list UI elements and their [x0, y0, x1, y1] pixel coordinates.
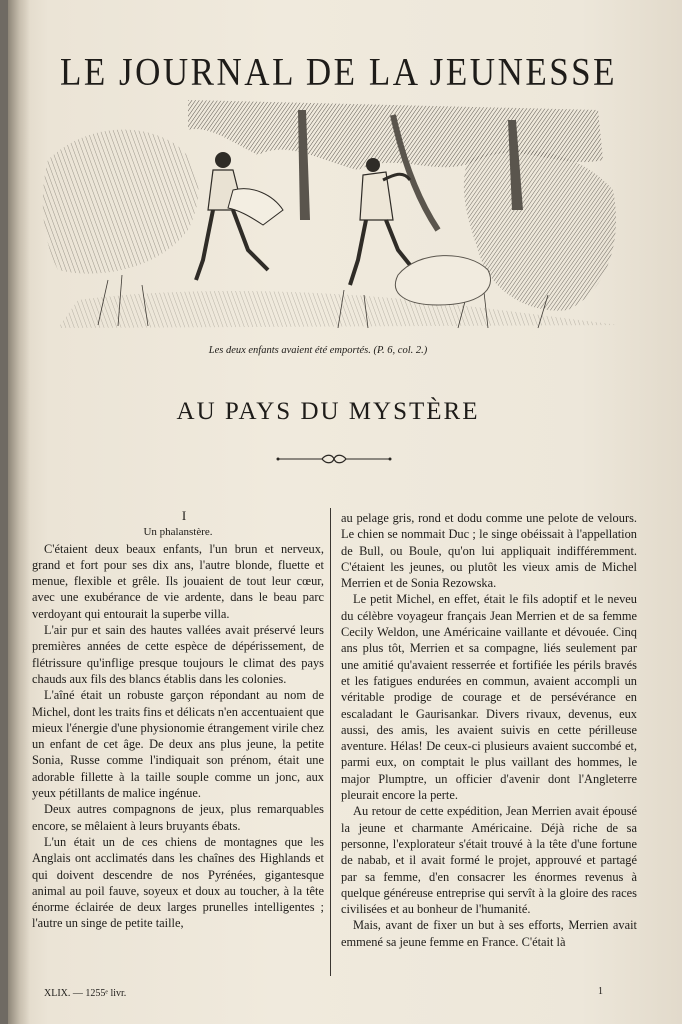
paragraph: Deux autres compagnons de jeux, plus remarquables encore, se mêlaient à leurs bruyants ébats. — [32, 802, 324, 833]
left-column — [32, 508, 324, 932]
paragraph: au pelage gris, rond et dodu comme une pelote de velours. Le chien se nommait Duc ; le singe obéissait à l'appellation de Bull, ou Boule, qu'on lui appliquait indifféremment. C'étaient les jeunes, ou plutôt les vieux amis de Michel Merrien et de Sonia Rezowska. — [341, 511, 637, 591]
paragraph: Le petit Michel, en effet, était le fils adoptif et le neveu du célèbre voyageur français Jean Merrien et de sa femme Cecily Weldon, une Américaine vaillante et dévouée. Cinq ans plus tôt, Merrien et sa compagne, liés seulement par une amitié qu'avaient resserrée et fortifiée les périls bravés et les fatigues endurées en commun, avaient accompli un véritable prodige de courage et de persévérance en escaladant le Gaurisankar. Divers rivaux, devenus, eux aussi, des amis, les avaient suivis en cette périlleuse aventure. Hélas! De ceux-ci plusieurs avaient succombé et, parmi eux, on comptait le plus vaillant des hommes, le major Plumptre, un officier d'avenir dont l'Angleterre pleurait encore la perte. — [341, 592, 637, 803]
chapter-title: Un phalanstère. — [143, 526, 213, 539]
journal-page — [8, 0, 682, 1024]
paragraph: C'étaient deux beaux enfants, l'un brun et nerveux, grand et fort pour ses dix ans, l'autre blonde, fluette et menue, flexible et grêle. Ils jouaient de tout leur cœur, avec une exubérance de vie ardente, dans le beau parc verdoyant qui entourait la superbe villa. — [32, 541, 324, 621]
issue-number: XLIX. — 1255ᵉ livr. — [44, 988, 127, 999]
paragraph: L'air pur et sain des hautes vallées avait préservé leurs premières années de cette espèce de dépérissement, de flétrissure qu'inflige presque toujours le climat des pays chauds aux fils des blancs établis dans les colonies. — [32, 623, 324, 686]
journal-title: LE JOURNAL DE LA JEUNESSE — [60, 49, 618, 94]
paragraph: Au retour de cette expédition, Jean Merrien avait épousé la jeune et charmante Américaine. Déjà riche de sa personne, l'explorateur s'était trouvé à la tête d'une fortune de nabab, et il avait formé le projet, approuvé et partagé par sa femme, d'en consacrer les énormes revenus à quelque généreuse entreprise qui servît à la gloire des races civilisées et au bonheur de l'humanité. — [341, 804, 637, 917]
ornament-divider — [274, 452, 394, 466]
chapter-number: I — [181, 508, 187, 523]
paragraph: L'un était un de ces chiens de montagnes que les Anglais ont acclimatés dans les chaînes des Highlands et qui doivent descendre de nos Pyrénées, gigantesque animal au poil fauve, soyeux et doux au toucher, à la tête énorme éclairée de deux larges prunelles intelligentes ; l'autre un singe de petite taille, — [32, 834, 324, 931]
column-divider — [330, 508, 331, 976]
paragraph: L'aîné était un robuste garçon répondant au nom de Michel, dont les traits fins et délicats n'en accentuaient que mieux l'énergie d'une physionomie étrangement virile chez un enfant de cet âge. De deux ans plus jeune, la petite Sonia, Russe comme l'indiquait son prénom, était une adorable fillette à la taille souple comme un jonc, aux yeux pétillants de malice ingénue. — [32, 688, 324, 801]
paragraph: Mais, avant de fixer un but à ses efforts, Merrien avait emmené sa jeune femme en France. C'était là — [341, 918, 637, 949]
engraving-illustration — [38, 100, 628, 330]
page-number: 1 — [598, 986, 603, 997]
book-spine-shadow — [8, 0, 30, 1024]
illustration-caption: Les deux enfants avaient été emportés. (P. 6, col. 2.) — [208, 345, 428, 356]
right-column — [341, 510, 637, 950]
story-title: AU PAYS DU MYSTÈRE — [176, 398, 480, 425]
